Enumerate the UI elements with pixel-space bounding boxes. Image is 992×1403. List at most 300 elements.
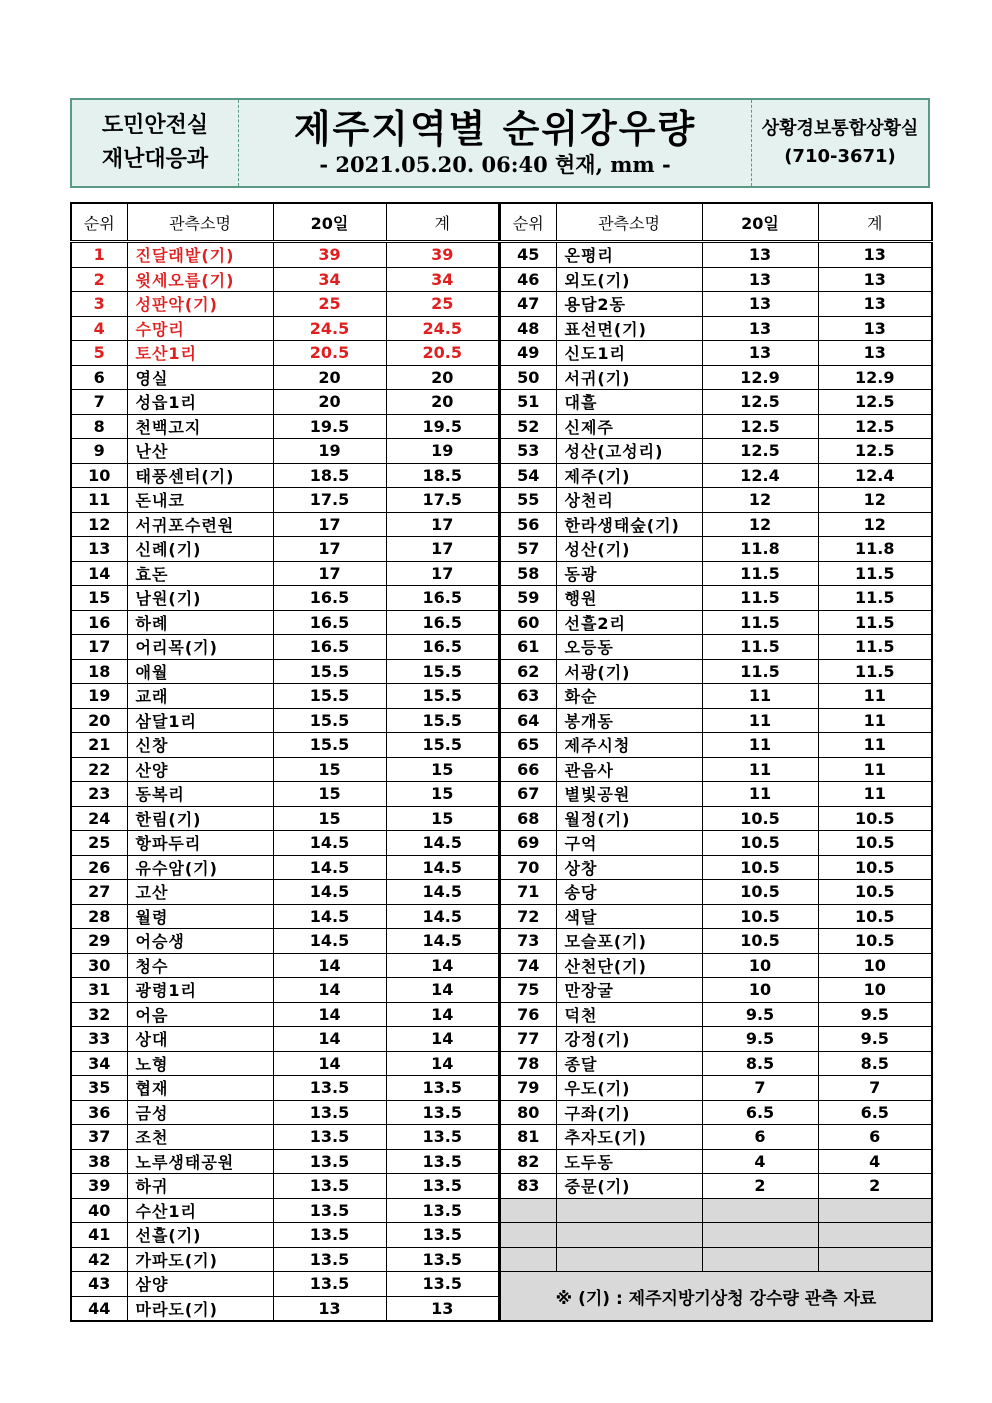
table-row <box>71 831 499 856</box>
table-row <box>500 855 932 880</box>
timestamp-subtitle: - 2021.05.20. 06:40 현재, mm - <box>319 152 671 177</box>
day-rainfall-cell: 14 <box>273 978 386 1003</box>
empty-cell <box>818 1223 932 1248</box>
day-rainfall-cell: 13.5 <box>273 1223 386 1248</box>
station-name-cell: 선흘(기) <box>127 1223 273 1248</box>
station-name-cell: 서귀(기) <box>556 365 702 390</box>
table-row <box>71 1174 499 1199</box>
table-row <box>500 635 932 660</box>
empty-cell <box>818 1198 932 1223</box>
station-name-cell: 항파두리 <box>127 831 273 856</box>
station-name-cell: 우도(기) <box>556 1076 702 1101</box>
table-row <box>71 806 499 831</box>
station-name-cell: 윗세오름(기) <box>127 267 273 292</box>
rank-cell: 77 <box>500 1027 556 1052</box>
total-rainfall-cell: 39 <box>386 242 499 268</box>
total-rainfall-cell: 15 <box>386 782 499 807</box>
rank-cell: 63 <box>500 684 556 709</box>
rank-cell: 58 <box>500 561 556 586</box>
empty-row <box>500 1198 932 1223</box>
day-rainfall-cell: 10.5 <box>702 831 818 856</box>
day-rainfall-cell: 14 <box>273 1002 386 1027</box>
day-rainfall-cell: 13 <box>702 316 818 341</box>
total-rainfall-cell: 16.5 <box>386 635 499 660</box>
station-name-cell: 신례(기) <box>127 537 273 562</box>
station-name-cell: 영실 <box>127 365 273 390</box>
empty-cell <box>556 1223 702 1248</box>
rank-cell: 44 <box>71 1296 127 1321</box>
station-name-cell: 봉개동 <box>556 708 702 733</box>
table-row <box>71 341 499 366</box>
total-rainfall-cell: 13.5 <box>386 1223 499 1248</box>
table-row <box>71 463 499 488</box>
day-rainfall-cell: 25 <box>273 292 386 317</box>
table-row <box>500 1076 932 1101</box>
total-rainfall-cell: 25 <box>386 292 499 317</box>
station-name-cell: 협재 <box>127 1076 273 1101</box>
rank-cell: 26 <box>71 855 127 880</box>
table-row <box>71 708 499 733</box>
footnote: ※ (기) : 제주지방기상청 강수량 관측 자료 <box>500 1272 932 1322</box>
day-rainfall-cell: 15.5 <box>273 708 386 733</box>
day-rainfall-cell: 20.5 <box>273 341 386 366</box>
day-rainfall-cell: 14 <box>273 1027 386 1052</box>
office-box <box>751 100 928 186</box>
station-name-cell: 서광(기) <box>556 659 702 684</box>
rank-cell: 19 <box>71 684 127 709</box>
total-rainfall-cell: 10.5 <box>818 831 932 856</box>
station-name-cell: 어음 <box>127 1002 273 1027</box>
table-row <box>71 855 499 880</box>
table-row <box>500 267 932 292</box>
table-row <box>71 586 499 611</box>
rank-cell: 45 <box>500 242 556 268</box>
station-name-cell: 신창 <box>127 733 273 758</box>
total-rainfall-cell: 11 <box>818 708 932 733</box>
rank-cell: 56 <box>500 512 556 537</box>
rank-cell: 22 <box>71 757 127 782</box>
table-row <box>500 390 932 415</box>
rank-cell: 49 <box>500 341 556 366</box>
day-rainfall-cell: 7 <box>702 1076 818 1101</box>
station-name-cell: 한림(기) <box>127 806 273 831</box>
rank-cell: 34 <box>71 1051 127 1076</box>
day-rainfall-cell: 14.5 <box>273 929 386 954</box>
table-row <box>71 610 499 635</box>
station-name-cell: 구좌(기) <box>556 1100 702 1125</box>
total-rainfall-cell: 10 <box>818 953 932 978</box>
station-name-cell: 송당 <box>556 880 702 905</box>
day-rainfall-cell: 10 <box>702 953 818 978</box>
station-name-cell: 선흘2리 <box>556 610 702 635</box>
station-name-cell: 노루생태공원 <box>127 1149 273 1174</box>
total-rainfall-cell: 11.5 <box>818 561 932 586</box>
day-rainfall-cell: 17 <box>273 561 386 586</box>
total-rainfall-cell: 13 <box>818 242 932 268</box>
station-name-cell: 난산 <box>127 439 273 464</box>
total-rainfall-cell: 11.5 <box>818 610 932 635</box>
column-header-station: 관측소명 <box>127 203 273 242</box>
station-name-cell: 고산 <box>127 880 273 905</box>
empty-cell <box>556 1198 702 1223</box>
rank-cell: 30 <box>71 953 127 978</box>
column-header-rank: 순위 <box>500 203 556 242</box>
total-rainfall-cell: 13.5 <box>386 1125 499 1150</box>
station-name-cell: 효돈 <box>127 561 273 586</box>
station-name-cell: 어리목(기) <box>127 635 273 660</box>
table-row <box>500 1051 932 1076</box>
rank-cell: 50 <box>500 365 556 390</box>
day-rainfall-cell: 11 <box>702 782 818 807</box>
total-rainfall-cell: 13 <box>818 316 932 341</box>
table-row <box>500 782 932 807</box>
table-row <box>500 929 932 954</box>
station-name-cell: 진달래밭(기) <box>127 242 273 268</box>
table-row <box>500 414 932 439</box>
rank-cell: 5 <box>71 341 127 366</box>
total-rainfall-cell: 12.5 <box>818 439 932 464</box>
rank-cell: 67 <box>500 782 556 807</box>
rank-cell: 76 <box>500 1002 556 1027</box>
station-name-cell: 토산1리 <box>127 341 273 366</box>
station-name-cell: 관음사 <box>556 757 702 782</box>
rank-cell: 55 <box>500 488 556 513</box>
rank-cell: 80 <box>500 1100 556 1125</box>
total-rainfall-cell: 13 <box>818 267 932 292</box>
rank-cell: 64 <box>500 708 556 733</box>
rank-cell: 53 <box>500 439 556 464</box>
rank-cell: 38 <box>71 1149 127 1174</box>
table-row <box>500 1125 932 1150</box>
total-rainfall-cell: 14.5 <box>386 904 499 929</box>
total-rainfall-cell: 13 <box>386 1296 499 1321</box>
station-name-cell: 한라생태숲(기) <box>556 512 702 537</box>
day-rainfall-cell: 2 <box>702 1174 818 1199</box>
station-name-cell: 만장굴 <box>556 978 702 1003</box>
day-rainfall-cell: 20 <box>273 390 386 415</box>
station-name-cell: 하례 <box>127 610 273 635</box>
station-name-cell: 용담2동 <box>556 292 702 317</box>
table-row <box>500 316 932 341</box>
total-rainfall-cell: 15 <box>386 806 499 831</box>
total-rainfall-cell: 14.5 <box>386 831 499 856</box>
station-name-cell: 구억 <box>556 831 702 856</box>
rank-cell: 37 <box>71 1125 127 1150</box>
table-row <box>71 1002 499 1027</box>
table-row <box>500 757 932 782</box>
day-rainfall-cell: 11 <box>702 684 818 709</box>
table-row <box>71 537 499 562</box>
empty-row <box>500 1247 932 1272</box>
table-row <box>500 292 932 317</box>
table-row <box>71 267 499 292</box>
total-rainfall-cell: 20 <box>386 390 499 415</box>
station-name-cell: 강정(기) <box>556 1027 702 1052</box>
table-row <box>71 512 499 537</box>
total-rainfall-cell: 6 <box>818 1125 932 1150</box>
total-rainfall-cell: 20.5 <box>386 341 499 366</box>
table-row <box>500 659 932 684</box>
total-rainfall-cell: 13.5 <box>386 1149 499 1174</box>
station-name-cell: 광령1리 <box>127 978 273 1003</box>
rank-cell: 2 <box>71 267 127 292</box>
station-name-cell: 하귀 <box>127 1174 273 1199</box>
station-name-cell: 애월 <box>127 659 273 684</box>
total-rainfall-cell: 18.5 <box>386 463 499 488</box>
total-rainfall-cell: 15.5 <box>386 659 499 684</box>
column-header-rank: 순위 <box>71 203 127 242</box>
day-rainfall-cell: 16.5 <box>273 586 386 611</box>
day-rainfall-cell: 15.5 <box>273 659 386 684</box>
rank-cell: 39 <box>71 1174 127 1199</box>
total-rainfall-cell: 10.5 <box>818 904 932 929</box>
total-rainfall-cell: 34 <box>386 267 499 292</box>
table-row <box>500 1174 932 1199</box>
total-rainfall-cell: 2 <box>818 1174 932 1199</box>
table-row <box>71 1223 499 1248</box>
total-rainfall-cell: 14.5 <box>386 880 499 905</box>
day-rainfall-cell: 17 <box>273 512 386 537</box>
rank-cell: 78 <box>500 1051 556 1076</box>
day-rainfall-cell: 12.5 <box>702 390 818 415</box>
station-name-cell: 태풍센터(기) <box>127 463 273 488</box>
rank-cell: 21 <box>71 733 127 758</box>
rank-cell: 17 <box>71 635 127 660</box>
day-rainfall-cell: 14.5 <box>273 855 386 880</box>
station-name-cell: 조천 <box>127 1125 273 1150</box>
total-rainfall-cell: 14 <box>386 1027 499 1052</box>
day-rainfall-cell: 15.5 <box>273 684 386 709</box>
total-rainfall-cell: 14 <box>386 978 499 1003</box>
total-rainfall-cell: 15 <box>386 757 499 782</box>
rank-cell: 25 <box>71 831 127 856</box>
column-header-station: 관측소명 <box>556 203 702 242</box>
day-rainfall-cell: 10.5 <box>702 904 818 929</box>
table-row <box>71 733 499 758</box>
day-rainfall-cell: 12.9 <box>702 365 818 390</box>
total-rainfall-cell: 6.5 <box>818 1100 932 1125</box>
day-rainfall-cell: 17 <box>273 537 386 562</box>
station-name-cell: 수산1리 <box>127 1198 273 1223</box>
station-name-cell: 외도(기) <box>556 267 702 292</box>
table-row <box>71 316 499 341</box>
day-rainfall-cell: 12 <box>702 488 818 513</box>
total-rainfall-cell: 11 <box>818 733 932 758</box>
station-name-cell: 삼달1리 <box>127 708 273 733</box>
total-rainfall-cell: 4 <box>818 1149 932 1174</box>
day-rainfall-cell: 10.5 <box>702 880 818 905</box>
header-banner <box>70 98 930 188</box>
rank-cell: 54 <box>500 463 556 488</box>
total-rainfall-cell: 11 <box>818 757 932 782</box>
day-rainfall-cell: 24.5 <box>273 316 386 341</box>
day-rainfall-cell: 13 <box>702 292 818 317</box>
department-line-1: 도민안전실 <box>101 113 209 138</box>
day-rainfall-cell: 11.5 <box>702 659 818 684</box>
empty-cell <box>818 1247 932 1272</box>
total-rainfall-cell: 13.5 <box>386 1272 499 1297</box>
total-rainfall-cell: 16.5 <box>386 610 499 635</box>
day-rainfall-cell: 8.5 <box>702 1051 818 1076</box>
table-row <box>71 953 499 978</box>
rank-cell: 59 <box>500 586 556 611</box>
day-rainfall-cell: 6 <box>702 1125 818 1150</box>
rank-cell: 18 <box>71 659 127 684</box>
rank-cell: 68 <box>500 806 556 831</box>
day-rainfall-cell: 9.5 <box>702 1002 818 1027</box>
rank-cell: 12 <box>71 512 127 537</box>
station-name-cell: 중문(기) <box>556 1174 702 1199</box>
rank-cell: 1 <box>71 242 127 268</box>
day-rainfall-cell: 11.5 <box>702 635 818 660</box>
empty-cell <box>556 1247 702 1272</box>
day-rainfall-cell: 14.5 <box>273 831 386 856</box>
table-row <box>71 390 499 415</box>
station-name-cell: 성산(고성리) <box>556 439 702 464</box>
station-name-cell: 상창 <box>556 855 702 880</box>
total-rainfall-cell: 15.5 <box>386 708 499 733</box>
table-row <box>71 978 499 1003</box>
table-row <box>71 1296 499 1321</box>
empty-cell <box>702 1198 818 1223</box>
table-row <box>500 341 932 366</box>
rank-cell: 13 <box>71 537 127 562</box>
table-row <box>71 659 499 684</box>
table-row <box>71 684 499 709</box>
column-header-day: 20일 <box>273 203 386 242</box>
station-name-cell: 어승생 <box>127 929 273 954</box>
rank-cell: 48 <box>500 316 556 341</box>
table-row <box>500 733 932 758</box>
total-rainfall-cell: 9.5 <box>818 1002 932 1027</box>
note-row <box>500 1272 932 1322</box>
table-row <box>500 1149 932 1174</box>
table-row <box>500 463 932 488</box>
rank-cell: 6 <box>71 365 127 390</box>
table-row <box>500 1002 932 1027</box>
table-row <box>71 1198 499 1223</box>
station-name-cell: 노형 <box>127 1051 273 1076</box>
rank-cell: 73 <box>500 929 556 954</box>
table-row <box>500 904 932 929</box>
table-row <box>71 1051 499 1076</box>
rank-cell: 36 <box>71 1100 127 1125</box>
rank-cell: 40 <box>71 1198 127 1223</box>
day-rainfall-cell: 6.5 <box>702 1100 818 1125</box>
day-rainfall-cell: 12.5 <box>702 414 818 439</box>
table-row <box>500 708 932 733</box>
table-row <box>71 1149 499 1174</box>
rank-cell: 70 <box>500 855 556 880</box>
station-name-cell: 덕천 <box>556 1002 702 1027</box>
day-rainfall-cell: 12.4 <box>702 463 818 488</box>
rank-cell: 75 <box>500 978 556 1003</box>
total-rainfall-cell: 17 <box>386 512 499 537</box>
rank-cell: 15 <box>71 586 127 611</box>
day-rainfall-cell: 11 <box>702 757 818 782</box>
rank-cell: 14 <box>71 561 127 586</box>
total-rainfall-cell: 10.5 <box>818 806 932 831</box>
total-rainfall-cell: 11.5 <box>818 635 932 660</box>
rank-cell: 69 <box>500 831 556 856</box>
day-rainfall-cell: 16.5 <box>273 635 386 660</box>
day-rainfall-cell: 19.5 <box>273 414 386 439</box>
total-rainfall-cell: 14.5 <box>386 855 499 880</box>
total-rainfall-cell: 14.5 <box>386 929 499 954</box>
total-rainfall-cell: 12.4 <box>818 463 932 488</box>
rank-cell: 20 <box>71 708 127 733</box>
station-name-cell: 상천리 <box>556 488 702 513</box>
station-name-cell: 제주시청 <box>556 733 702 758</box>
rank-cell: 32 <box>71 1002 127 1027</box>
day-rainfall-cell: 13.5 <box>273 1076 386 1101</box>
day-rainfall-cell: 13.5 <box>273 1149 386 1174</box>
department-box <box>72 100 239 186</box>
day-rainfall-cell: 14.5 <box>273 880 386 905</box>
day-rainfall-cell: 10.5 <box>702 855 818 880</box>
station-name-cell: 성산(기) <box>556 537 702 562</box>
empty-cell <box>500 1223 556 1248</box>
station-name-cell: 돈내코 <box>127 488 273 513</box>
table-row <box>500 586 932 611</box>
day-rainfall-cell: 10.5 <box>702 806 818 831</box>
total-rainfall-cell: 17.5 <box>386 488 499 513</box>
station-name-cell: 종달 <box>556 1051 702 1076</box>
rank-cell: 16 <box>71 610 127 635</box>
station-name-cell: 서귀포수련원 <box>127 512 273 537</box>
station-name-cell: 제주(기) <box>556 463 702 488</box>
table-header-row <box>71 203 499 242</box>
rank-cell: 60 <box>500 610 556 635</box>
station-name-cell: 월정(기) <box>556 806 702 831</box>
station-name-cell: 색달 <box>556 904 702 929</box>
total-rainfall-cell: 15.5 <box>386 733 499 758</box>
table-row <box>71 929 499 954</box>
rank-cell: 42 <box>71 1247 127 1272</box>
rank-cell: 79 <box>500 1076 556 1101</box>
empty-cell <box>500 1198 556 1223</box>
station-name-cell: 표선면(기) <box>556 316 702 341</box>
total-rainfall-cell: 11 <box>818 782 932 807</box>
table-row <box>71 635 499 660</box>
rank-cell: 7 <box>71 390 127 415</box>
total-rainfall-cell: 14 <box>386 953 499 978</box>
empty-cell <box>500 1247 556 1272</box>
day-rainfall-cell: 14.5 <box>273 904 386 929</box>
station-name-cell: 대흘 <box>556 390 702 415</box>
rank-cell: 66 <box>500 757 556 782</box>
total-rainfall-cell: 12.9 <box>818 365 932 390</box>
table-row <box>500 1100 932 1125</box>
table-row <box>500 242 932 268</box>
table-row <box>500 978 932 1003</box>
table-row <box>500 880 932 905</box>
day-rainfall-cell: 15 <box>273 757 386 782</box>
rainfall-table-left <box>70 202 500 1322</box>
station-name-cell: 성읍1리 <box>127 390 273 415</box>
table-row <box>71 414 499 439</box>
table-row <box>500 512 932 537</box>
table-row <box>500 561 932 586</box>
table-row <box>71 1100 499 1125</box>
day-rainfall-cell: 19 <box>273 439 386 464</box>
rank-cell: 4 <box>71 316 127 341</box>
station-name-cell: 수망리 <box>127 316 273 341</box>
total-rainfall-cell: 14 <box>386 1051 499 1076</box>
table-row <box>71 1125 499 1150</box>
table-row <box>71 757 499 782</box>
total-rainfall-cell: 10.5 <box>818 880 932 905</box>
